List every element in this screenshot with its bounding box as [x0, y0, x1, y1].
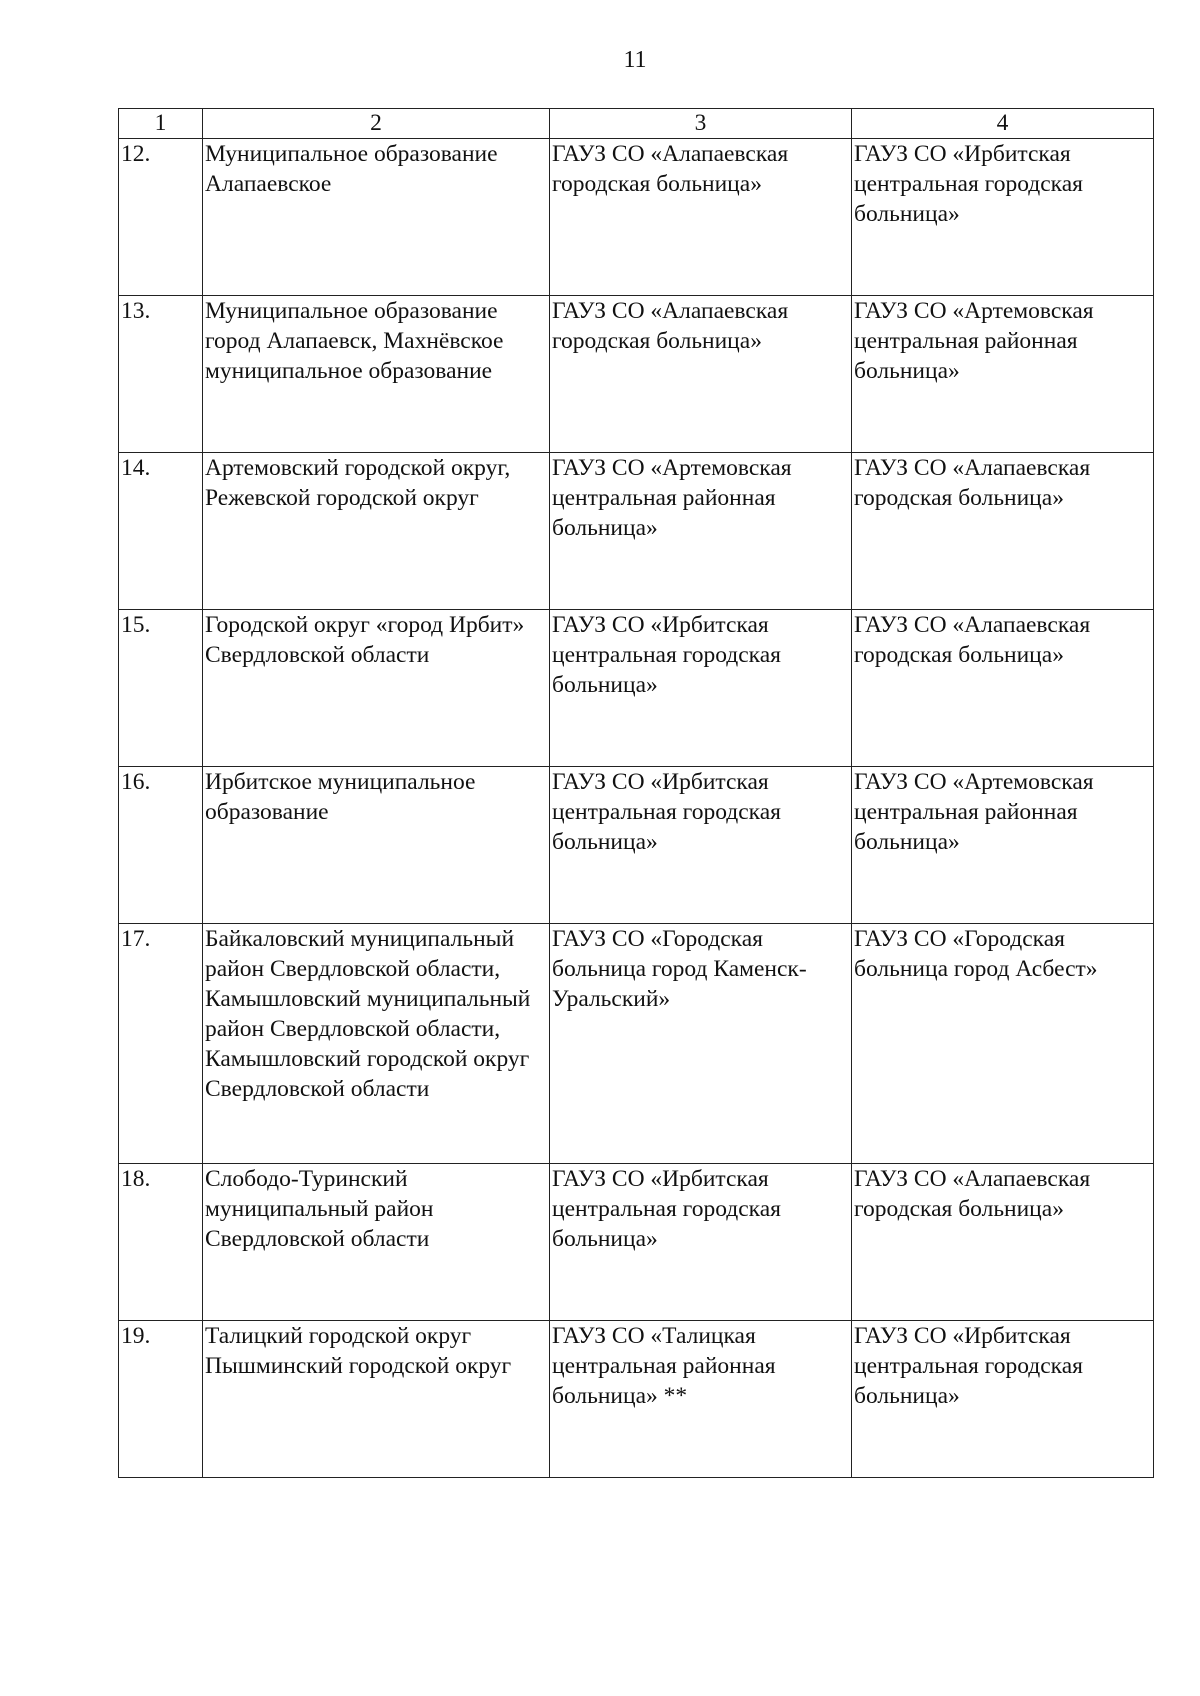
primary-hospital-cell: ГАУЗ СО «Ирбитская центральная городская больница»	[550, 767, 852, 924]
reserve-hospital-cell: ГАУЗ СО «Городская больница город Асбест»	[852, 924, 1154, 1164]
row-number: 16.	[119, 767, 203, 924]
column-header: 3	[550, 109, 852, 139]
municipality-cell: Городской округ «город Ирбит» Свердловской области	[203, 610, 550, 767]
row-number: 19.	[119, 1321, 203, 1478]
table-row	[119, 924, 1154, 1164]
table-header-row	[119, 109, 1154, 139]
reserve-hospital-cell: ГАУЗ СО «Артемовская центральная районная больница»	[852, 767, 1154, 924]
table-row	[119, 139, 1154, 296]
municipality-cell: Ирбитское муниципальное образование	[203, 767, 550, 924]
municipality-cell: Талицкий городской округ Пышминский городской округ	[203, 1321, 550, 1478]
primary-hospital-cell: ГАУЗ СО «Талицкая центральная районная больница» **	[550, 1321, 852, 1478]
primary-hospital-cell: ГАУЗ СО «Алапаевская городская больница»	[550, 139, 852, 296]
reserve-hospital-cell: ГАУЗ СО «Алапаевская городская больница»	[852, 610, 1154, 767]
municipality-cell: Муниципальное образование город Алапаевск, Махнёвское муниципальное образование	[203, 296, 550, 453]
row-number: 13.	[119, 296, 203, 453]
column-header: 4	[852, 109, 1154, 139]
reserve-hospital-cell: ГАУЗ СО «Артемовская центральная районная больница»	[852, 296, 1154, 453]
primary-hospital-cell: ГАУЗ СО «Ирбитская центральная городская больница»	[550, 610, 852, 767]
primary-hospital-cell: ГАУЗ СО «Городская больница город Каменск-Уральский»	[550, 924, 852, 1164]
row-number: 15.	[119, 610, 203, 767]
row-number: 12.	[119, 139, 203, 296]
municipality-cell: Слободо-Туринский муниципальный район Свердловской области	[203, 1164, 550, 1321]
table-row	[119, 610, 1154, 767]
primary-hospital-cell: ГАУЗ СО «Артемовская центральная районная больница»	[550, 453, 852, 610]
table-row	[119, 767, 1154, 924]
primary-hospital-cell: ГАУЗ СО «Алапаевская городская больница»	[550, 296, 852, 453]
row-number: 17.	[119, 924, 203, 1164]
primary-hospital-cell: ГАУЗ СО «Ирбитская центральная городская больница»	[550, 1164, 852, 1321]
municipality-cell: Артемовский городской округ, Режевской городской округ	[203, 453, 550, 610]
reserve-hospital-cell: ГАУЗ СО «Алапаевская городская больница»	[852, 1164, 1154, 1321]
reserve-hospital-cell: ГАУЗ СО «Алапаевская городская больница»	[852, 453, 1154, 610]
reserve-hospital-cell: ГАУЗ СО «Ирбитская центральная городская больница»	[852, 139, 1154, 296]
row-number: 14.	[119, 453, 203, 610]
page-number: 11	[623, 47, 647, 73]
column-header: 2	[203, 109, 550, 139]
hospital-assignment-table	[118, 108, 1154, 1478]
municipality-cell: Байкаловский муниципальный район Свердловской области, Камышловский муниципальный район Свердловской области, Камышловский городской округ Свердловской области	[203, 924, 550, 1164]
row-number: 18.	[119, 1164, 203, 1321]
table-row	[119, 1321, 1154, 1478]
reserve-hospital-cell: ГАУЗ СО «Ирбитская центральная городская больница»	[852, 1321, 1154, 1478]
table-row	[119, 453, 1154, 610]
table-row	[119, 1164, 1154, 1321]
column-header: 1	[119, 109, 203, 139]
municipality-cell: Муниципальное образование Алапаевское	[203, 139, 550, 296]
table-row	[119, 296, 1154, 453]
